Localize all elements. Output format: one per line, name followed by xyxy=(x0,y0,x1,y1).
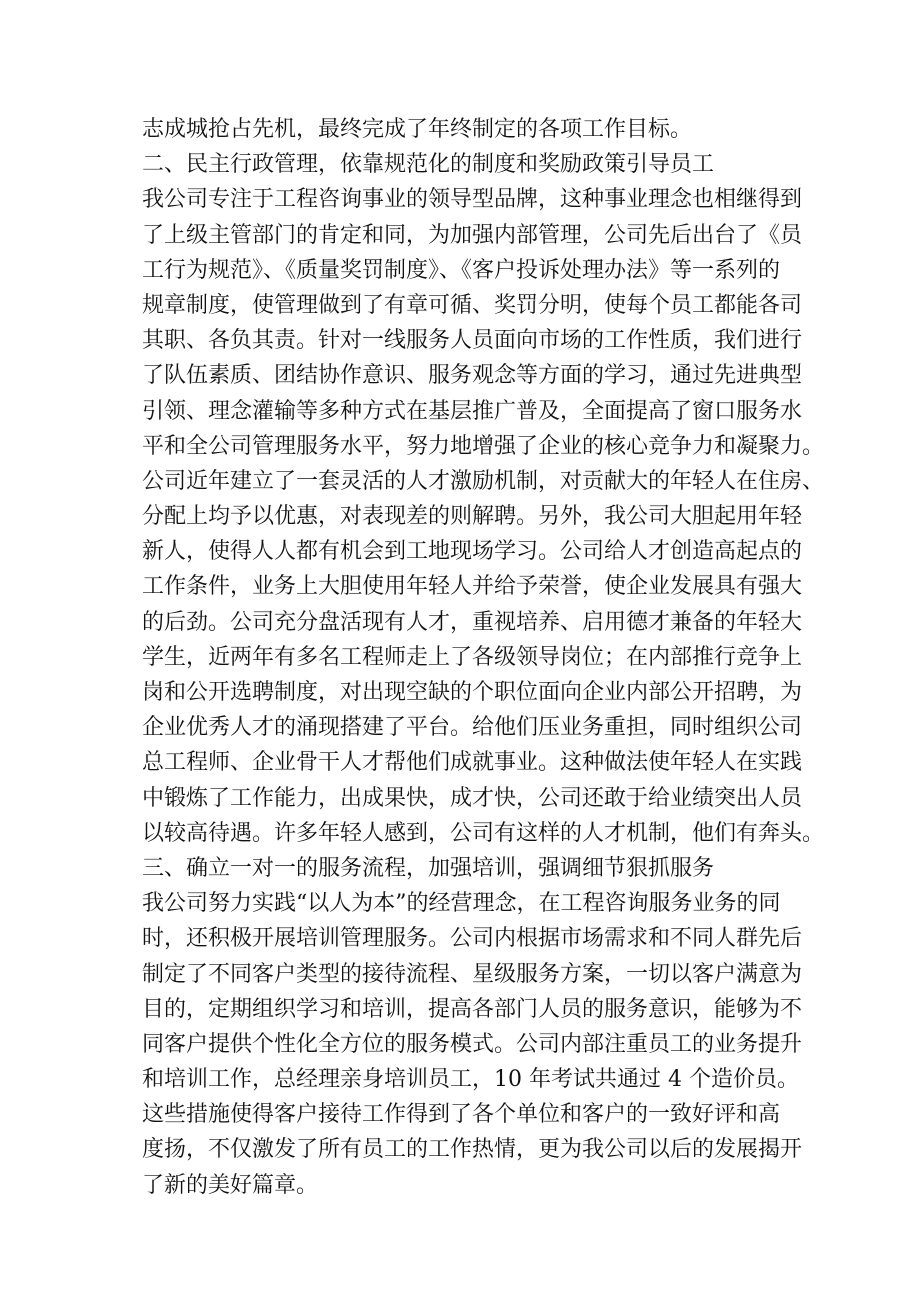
document-body xyxy=(142,112,825,1203)
text-line: 总工程师、企业骨干人才帮他们成就事业。这种做法使年轻人在实践 xyxy=(142,750,803,776)
text-line: 的后劲。公司充分盘活现有人才，重视培养、启用德才兼备的年轻大 xyxy=(142,609,803,635)
text-line: 我公司努力实践“以人为本”的经营理念，在工程咨询服务业务的同 xyxy=(142,891,781,917)
text-line: 岗和公开选聘制度，对出现空缺的个职位面向企业内部公开招聘，为 xyxy=(142,680,803,705)
section-heading: 二、民主行政管理，依靠规范化的制度和奖励政策引导员工 xyxy=(142,152,715,178)
text-line: 学生，近两年有多名工程师走上了各级领导岗位；在内部推行竞争上 xyxy=(142,644,803,670)
text-line: 平和全公司管理服务水平，努力地增强了企业的核心竞争力和凝聚力。 xyxy=(142,433,825,459)
text-line: 以较高待遇。许多年轻人感到，公司有这样的人才机制，他们有奔头。 xyxy=(142,820,825,846)
text-line: 分配上均予以优惠，对表现差的则解聘。另外，我公司大胆起用年轻 xyxy=(142,504,803,530)
text-line: 其职、各负其责。针对一线服务人员面向市场的工作性质，我们进行 xyxy=(142,328,803,354)
text-line: 工作条件，业务上大胆使用年轻人并给予荣誉，使企业发展具有强大 xyxy=(142,574,803,600)
text-line: 新人，使得人人都有机会到工地现场学习。公司给人才创造高起点的 xyxy=(142,539,803,565)
text-line: 工行为规范》、《质量奖罚制度》、《客户投诉处理办法》等一系列的 xyxy=(142,257,781,283)
text-line: 同客户提供个性化全方位的服务模式。公司内部注重员工的业务提升 xyxy=(142,1031,803,1057)
text-line: 我公司专注于工程咨询事业的领导型品牌，这种事业理念也相继得到 xyxy=(142,187,803,213)
text-line: 引领、理念灌输等多种方式在基层推广普及，全面提高了窗口服务水 xyxy=(142,398,803,424)
text-line: 制定了不同客户类型的接待流程、星级服务方案，一切以客户满意为 xyxy=(142,961,803,987)
text-line: 目的，定期组织学习和培训，提高各部门人员的服务意识，能够为不 xyxy=(142,996,803,1022)
text-line: 中锻炼了工作能力，出成果快，成才快，公司还敢于给业绩突出人员 xyxy=(142,785,803,811)
text-line: 了上级主管部门的肯定和同，为加强内部管理，公司先后出台了《员 xyxy=(142,222,803,248)
text-line: 度扬，不仅激发了所有员工的工作热情，更为我公司以后的发展揭开 xyxy=(142,1137,803,1163)
text-line: 和培训工作，总经理亲身培训员工，10 年考试共通过 4 个造价员。 xyxy=(142,1067,799,1093)
text-line: 公司近年建立了一套灵活的人才激励机制，对贡献大的年轻人在住房、 xyxy=(142,468,825,494)
text-line: 时，还积极开展培训管理服务。公司内根据市场需求和不同人群先后 xyxy=(142,926,803,952)
text-line: 这些措施使得客户接待工作得到了各个单位和客户的一致好评和高 xyxy=(142,1102,781,1128)
text-line: 了队伍素质、团结协作意识、服务观念等方面的学习，通过先进典型 xyxy=(142,363,803,389)
section-heading: 三、确立一对一的服务流程，加强培训，强调细节狠抓服务 xyxy=(142,855,715,881)
text-line: 规章制度，使管理做到了有章可循、奖罚分明，使每个员工都能各司 xyxy=(142,292,803,318)
text-line: 企业优秀人才的涌现搭建了平台。给他们压业务重担，同时组织公司 xyxy=(142,715,803,741)
text-line: 了新的美好篇章。 xyxy=(142,1172,319,1198)
text-line: 志成城抢占先机，最终完成了年终制定的各项工作目标。 xyxy=(142,117,693,142)
